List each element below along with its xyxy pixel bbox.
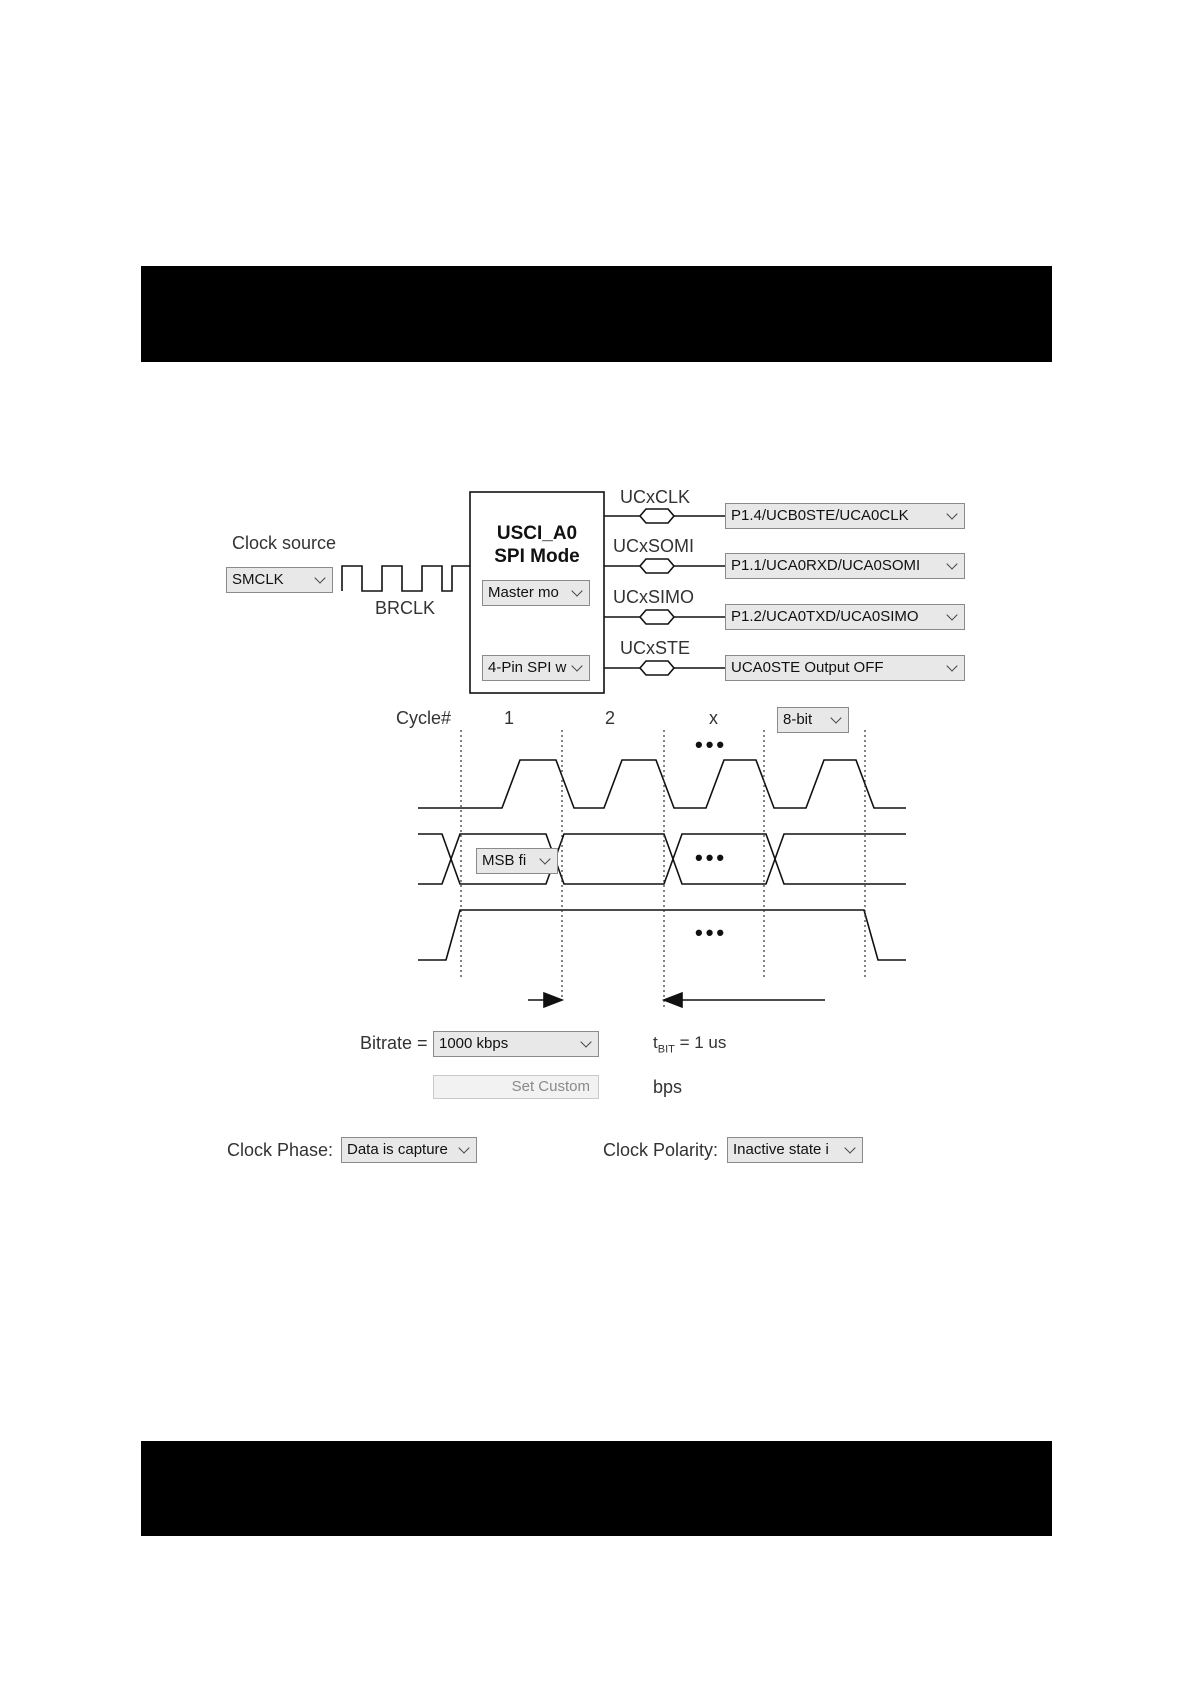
brclk-waveform	[342, 566, 470, 591]
pin-mode-select[interactable]: 4-Pin SPI w	[482, 655, 590, 681]
ellipsis-clock: •••	[695, 732, 728, 757]
brclk-label: BRCLK	[375, 598, 436, 618]
chevron-down-icon	[571, 660, 582, 671]
bps-label: bps	[653, 1077, 683, 1097]
chevron-down-icon	[314, 572, 325, 583]
clock-polarity-label: Clock Polarity:	[603, 1140, 719, 1160]
ste-waveform	[418, 910, 906, 960]
chevron-down-icon	[571, 585, 582, 596]
clock-source-label: Clock source	[232, 533, 337, 553]
ellipsis-ste: •••	[695, 920, 728, 945]
chevron-down-icon	[539, 853, 550, 864]
clock-phase-select[interactable]: Data is capture	[341, 1137, 477, 1163]
signal-label-somi: UCxSOMI	[613, 536, 694, 556]
cycle-x-label: x	[709, 708, 718, 728]
clock-phase-label: Clock Phase:	[227, 1140, 334, 1160]
pin-select-ste[interactable]: UCA0STE Output OFF	[725, 655, 965, 681]
chevron-down-icon	[946, 660, 957, 671]
pin-select-simo[interactable]: P1.2/UCA0TXD/UCA0SIMO	[725, 604, 965, 630]
pin-select-clk[interactable]: P1.4/UCB0STE/UCA0CLK	[725, 503, 965, 529]
set-custom-button[interactable]: Set Custom	[433, 1075, 599, 1099]
chevron-down-icon	[946, 558, 957, 569]
chevron-down-icon	[830, 712, 841, 723]
chevron-down-icon	[844, 1142, 855, 1153]
master-mode-select[interactable]: Master mo	[482, 580, 590, 606]
bitrate-label: Bitrate =	[360, 1033, 428, 1053]
signal-label-simo: UCxSIMO	[613, 587, 694, 607]
clock-waveform	[418, 760, 906, 808]
cycle-label: Cycle#	[396, 708, 452, 728]
bitrate-select[interactable]: 1000 kbps	[433, 1031, 599, 1057]
bit-order-select[interactable]: MSB fi	[476, 848, 558, 874]
chevron-down-icon	[458, 1142, 469, 1153]
clk-connector	[640, 509, 674, 523]
cycle-1-label: 1	[504, 708, 515, 728]
block-mode: SPI Mode	[494, 546, 580, 567]
chevron-down-icon	[946, 508, 957, 519]
pin-select-somi[interactable]: P1.1/UCA0RXD/UCA0SOMI	[725, 553, 965, 579]
clock-polarity-select[interactable]: Inactive state i	[727, 1137, 863, 1163]
char-length-select[interactable]: 8-bit	[777, 707, 849, 733]
signal-label-clk: UCxCLK	[620, 487, 691, 507]
somi-connector	[640, 559, 674, 573]
block-name: USCI_A0	[496, 523, 578, 544]
signal-label-ste: UCxSTE	[620, 638, 691, 658]
clock-source-select[interactable]: SMCLK	[226, 567, 333, 593]
chevron-down-icon	[946, 609, 957, 620]
chevron-down-icon	[580, 1036, 591, 1047]
cycle-2-label: 2	[605, 708, 616, 728]
ste-connector	[640, 661, 674, 675]
simo-connector	[640, 610, 674, 624]
ellipsis-data: •••	[695, 845, 728, 870]
tbit-label: $t_{BIT} = 1$ us	[653, 1033, 727, 1056]
